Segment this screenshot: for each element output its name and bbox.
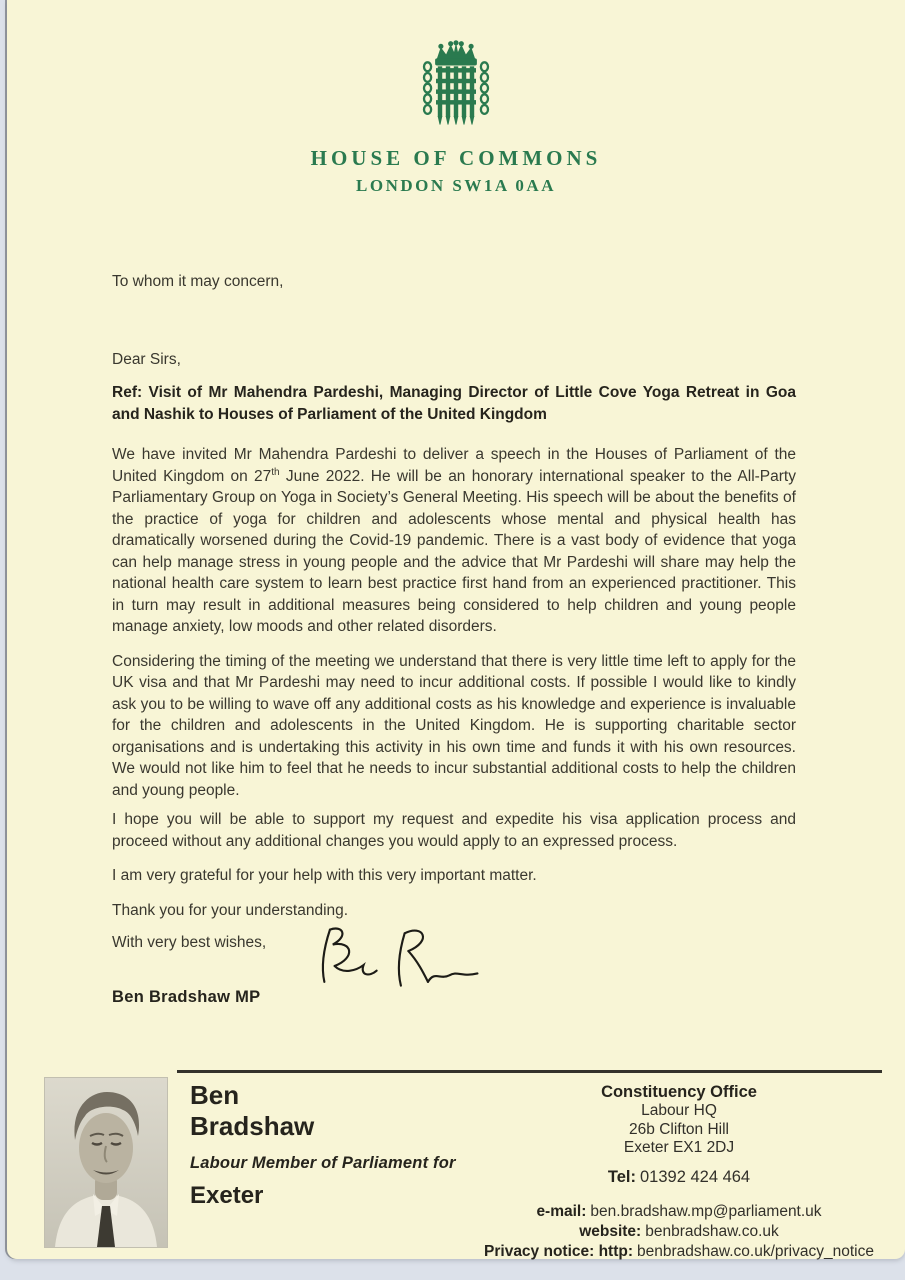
constituency-office-block — [479, 1082, 879, 1262]
office-address-line: Labour HQ — [641, 1102, 717, 1119]
tel-value: 01392 424 464 — [640, 1167, 751, 1186]
email-value: ben.bradshaw.mp@parliament.uk — [590, 1202, 822, 1220]
tel-label: Tel: — [607, 1167, 636, 1186]
office-contacts — [479, 1202, 879, 1262]
reference-line: Ref: Visit of Mr Mahendra Pardeshi, Managing Director of Little Cove Yoga Retreat in Goa and Nashik to Houses of Parliament of the United Kingdom — [112, 384, 796, 423]
office-address-line: 26b Clifton Hill — [629, 1120, 729, 1138]
privacy-label: Privacy notice: http: — [484, 1242, 634, 1260]
privacy-value: benbradshaw.co.uk/privacy_notice — [637, 1242, 874, 1260]
website-label: website: — [579, 1222, 642, 1240]
salutation: Dear Sirs, — [112, 350, 181, 368]
mp-first-name: Ben — [190, 1080, 240, 1110]
office-email — [479, 1202, 879, 1222]
mp-role: Labour Member of Parliament for — [190, 1154, 456, 1172]
signature-icon — [300, 924, 485, 999]
paragraph-1-start: We have invited Mr Mahendra Pardeshi to deliver a speech in the Houses of Parliament of the United Kingdom on 27 — [112, 446, 796, 485]
organisation-address: LONDON SW1A 0AA — [356, 176, 556, 195]
office-title: Constituency Office — [601, 1083, 757, 1101]
letter-body — [112, 271, 796, 954]
portcullis-crest-icon — [416, 40, 496, 143]
paragraph-4: I am very grateful for your help with this very important matter. — [112, 867, 537, 884]
mp-name-block — [190, 1080, 456, 1210]
office-privacy-notice — [479, 1242, 879, 1262]
office-address-line: Exeter EX1 2DJ — [623, 1139, 735, 1156]
scanned-letter-page — [7, 0, 905, 1259]
closing-line: With very best wishes, — [112, 934, 267, 951]
paragraph-3: I hope you will be able to support my request and expedite his visa application process and proceed without any additional changes you would apply to an expressed process. — [112, 811, 796, 850]
paragraph-1 — [112, 444, 796, 638]
paragraph-5: Thank you for your understanding. — [112, 901, 349, 919]
to-whom-line: To whom it may concern, — [112, 273, 284, 290]
office-website — [479, 1222, 879, 1242]
website-value: benbradshaw.co.uk — [645, 1222, 779, 1240]
date-ordinal-suffix: th — [271, 466, 280, 478]
portrait-photo — [45, 1078, 167, 1247]
email-label: e-mail: — [536, 1202, 587, 1220]
organisation-title: HOUSE OF COMMONS — [310, 146, 602, 170]
mp-last-name: Bradshaw — [190, 1111, 315, 1141]
mp-constituency: Exeter — [190, 1182, 264, 1209]
paragraph-2: Considering the timing of the meeting we understand that there is very little time left to apply for the UK visa and that Mr Pardeshi may need to incur additional costs. If possible I would like to kindly ask you to be willing to wave off any additional costs as his knowledge and experience is invaluable for the children and adolescents in the United Kingdom. He is supporting charitable sector organisations and is undertaking this activity in his own time and funds it with his own resources. We would not like him to feel that he needs to incur substantial additional costs to help the children and young people. — [112, 652, 796, 799]
footer-divider — [177, 1070, 882, 1073]
office-telephone — [479, 1168, 879, 1187]
signatory-name: Ben Bradshaw MP — [112, 988, 261, 1006]
paragraph-1-rest: June 2022. He will be an honorary international speaker to the All-Party Parliamentary Group on Yoga in Society’s General Meeting. His speech will be about the benefits of the practice of yoga for children and adolescents whose mental and physical health has dramatically worsened during the Covid-19 pandemic. There is a vast body of evidence that yoga can help manage stress in young people and the advice that Mr Pardeshi will share may help the national health care system to learn best practice first hand from an experienced practitioner. This in turn may result in additional measures being considered to help children and young people manage anxiety, low moods and other related disorders. — [112, 467, 796, 635]
